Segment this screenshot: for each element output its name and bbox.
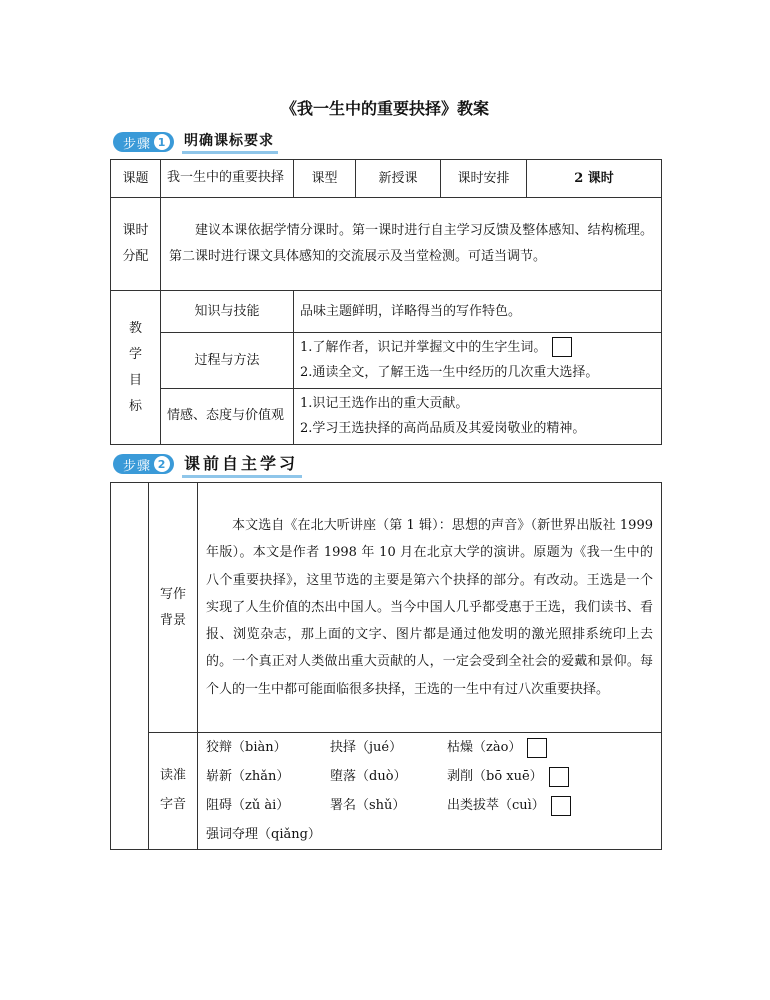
pron-item: 枯燥（zào） (447, 739, 522, 755)
pron-item: 堕落（duò） (330, 768, 407, 784)
cell-type-label: 课型 (294, 160, 356, 198)
cell-pronunciation-label: 读准字音 (149, 733, 198, 850)
cell-goal3-text (294, 389, 662, 445)
cell-schedule-label: 课时分配 (111, 198, 161, 291)
step1-heading: 明确课标要求 (182, 130, 278, 154)
course-requirements-table (110, 159, 662, 445)
cell-hours-label: 课时安排 (441, 160, 527, 198)
cell-goal3-label: 情感、态度与价值观 (161, 389, 294, 445)
pron-row (206, 820, 653, 849)
step1-number: 1 (154, 134, 170, 150)
cell-goal2-text (294, 333, 662, 389)
cell-lesson-title: 我一生中的重要抉择 (161, 160, 294, 198)
pron-item: 崭新（zhǎn） (206, 768, 290, 784)
cell-hours-value: 2 课时 (527, 160, 662, 198)
goals-char-1: 教 (128, 320, 142, 336)
cell-lesson-label: 课题 (111, 160, 161, 198)
step1-badge (113, 132, 174, 152)
checkbox (552, 337, 572, 357)
step2-number: 2 (154, 456, 170, 472)
pron-item: 出类拔萃（cuì） (447, 797, 545, 813)
cell-blank (111, 483, 149, 850)
step1-header (113, 131, 278, 153)
pron-item: 剥削（bō xuē） (447, 768, 543, 784)
self-study-table (110, 482, 662, 850)
cell-schedule-text: 建议本课依据学情分课时。第一课时进行自主学习反馈及整体感知、结构梳理。第二课时进行课文具体感知的交流展示及当堂检测。可适当调节。 (161, 198, 662, 291)
step2-heading: 课前自主学习 (182, 451, 302, 478)
checkbox (549, 767, 569, 787)
goal3-line-2: 2.学习王选抉择的高尚品质及其爱岗敬业的精神。 (300, 420, 586, 436)
cell-background-text: 本文选自《在北大听讲座（第 1 辑）：思想的声音》（新世界出版社 1999 年版）。本文是作者 1998 年 10 月在北京大学的演讲。原题为《我一生中的八个重要抉择》，这里节选的主要是第六个抉择的部分。有改动。王选是一个实现了人生价值的杰出中国人。当今中国人几乎都受惠于王选，我们读书、看报、浏览杂志，那上面的文字、图片都是通过他发明的激光照排系统印上去的。一个真正对人类做出重大贡献的人，一定会受到全社会的爱戴和景仰。每个人的一生中都可能面临很多抉择，王选的一生中有过八次重要抉择。 (198, 483, 662, 733)
pron-row (206, 762, 653, 791)
cell-goal1-text: 品味主题鲜明，详略得当的写作特色。 (294, 291, 662, 333)
cell-goals-label (111, 291, 161, 445)
cell-type-value: 新授课 (356, 160, 441, 198)
goal3-line-1: 1.识记王选作出的重大贡献。 (300, 395, 469, 411)
checkbox (527, 738, 547, 758)
step2-badge (113, 454, 174, 474)
cell-goal2-label: 过程与方法 (161, 333, 294, 389)
step1-label: 步骤 (123, 136, 152, 152)
goals-char-4: 标 (128, 398, 142, 414)
pron-item: 抉择（jué） (330, 739, 403, 755)
checkbox (551, 796, 571, 816)
cell-pronunciation-list (198, 733, 662, 850)
pron-row (206, 733, 653, 762)
pron-item: 狡辩（biàn） (206, 739, 287, 755)
pron-row (206, 791, 653, 820)
document-title: 《我一生中的重要抉择》教案 (280, 99, 489, 118)
goal2-line-1: 1.了解作者，识记并掌握文中的生字生词。 (300, 339, 547, 355)
step2-header (113, 453, 302, 475)
step2-label: 步骤 (123, 458, 152, 474)
cell-background-label: 写作背景 (149, 483, 198, 733)
pron-item: 强词夺理（qiǎng） (206, 826, 321, 842)
cell-goal1-label: 知识与技能 (161, 291, 294, 333)
pron-item: 阻碍（zǔ ài） (206, 797, 290, 813)
goals-char-3: 目 (128, 372, 142, 388)
goals-char-2: 学 (128, 346, 142, 362)
pron-item: 署名（shǔ） (330, 797, 406, 813)
goal2-line-2: 2.通读全文，了解王选一生中经历的几次重大选择。 (300, 364, 599, 380)
